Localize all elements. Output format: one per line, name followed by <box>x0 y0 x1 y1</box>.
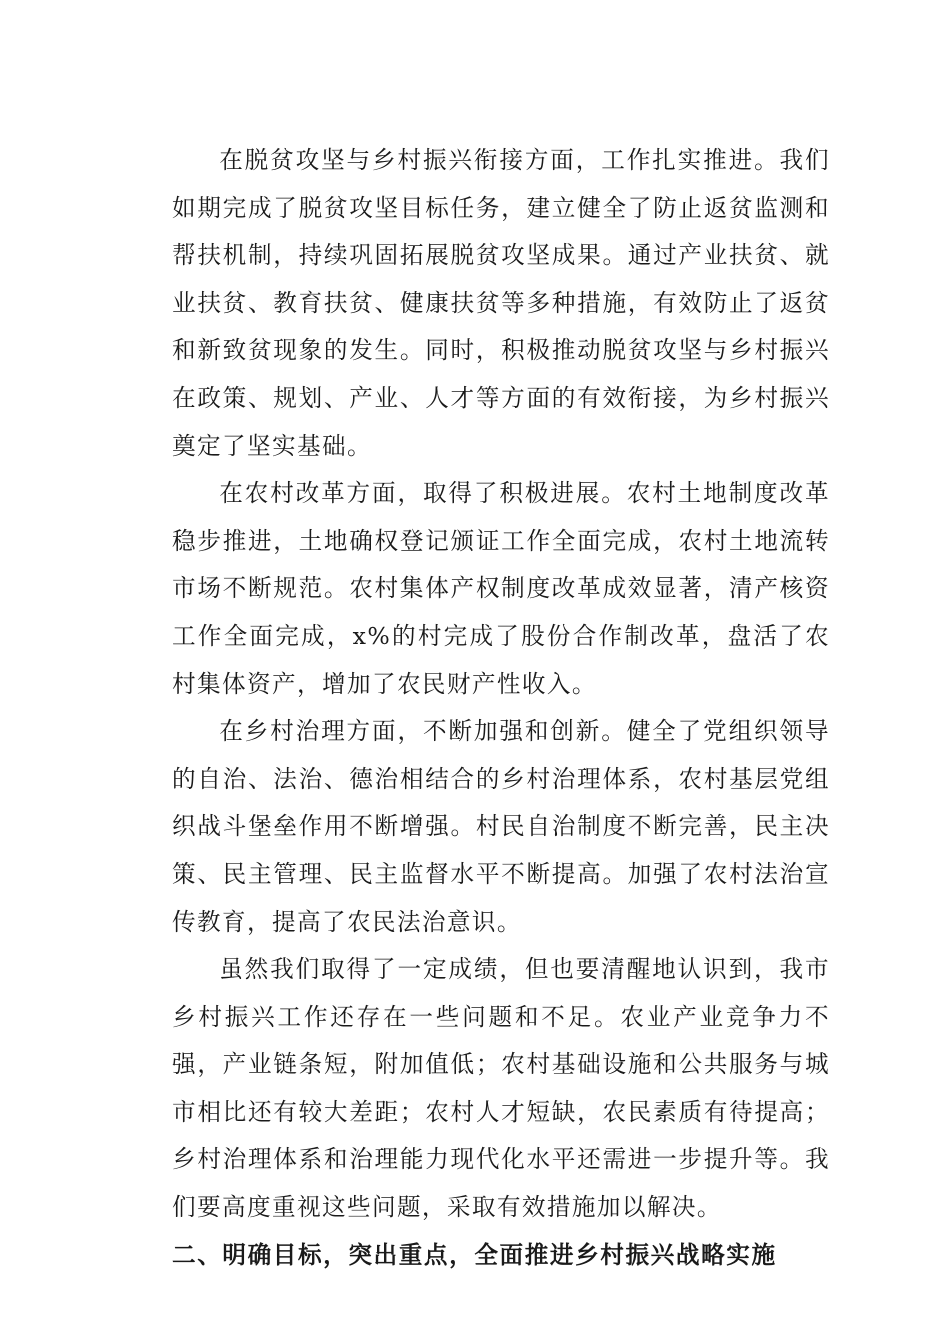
paragraph-problems-and-shortcomings: 虽然我们取得了一定成绩，但也要清醒地认识到，我市乡村振兴工作还存在一些问题和不足。农业产业竞争力不强，产业链条短，附加值低；农村基础设施和公共服务与城市相比还有较大差距；农村人才短缺，农民素质有待提高；乡村治理体系和治理能力现代化水平还需进一步提升等。我们要高度重视这些问题，采取有效措施加以解决。 <box>172 955 830 1222</box>
document-body <box>172 137 830 1279</box>
paragraph-poverty-alleviation-transition: 在脱贫攻坚与乡村振兴衔接方面，工作扎实推进。我们如期完成了脱贫攻坚目标任务，建立健全了防止返贫监测和帮扶机制，持续巩固拓展脱贫攻坚成果。通过产业扶贫、就业扶贫、教育扶贫、健康扶贫等多种措施，有效防止了返贫和新致贫现象的发生。同时，积极推动脱贫攻坚与乡村振兴在政策、规划、产业、人才等方面的有效衔接，为乡村振兴奠定了坚实基础。 <box>172 146 830 460</box>
paragraph-rural-governance: 在乡村治理方面，不断加强和创新。健全了党组织领导的自治、法治、德治相结合的乡村治理体系，农村基层党组织战斗堡垒作用不断增强。村民自治制度不断完善，民主决策、民主管理、民主监督水平不断提高。加强了农村法治宣传教育，提高了农民法治意识。 <box>172 717 830 936</box>
section-heading-two: 二、明确目标，突出重点，全面推进乡村振兴战略实施 <box>172 1240 777 1269</box>
paragraph-rural-reform: 在农村改革方面，取得了积极进展。农村土地制度改革稳步推进，土地确权登记颁证工作全面完成，农村土地流转市场不断规范。农村集体产权制度改革成效显著，清产核资工作全面完成，x%的村完成了股份合作制改革，盘活了农村集体资产，增加了农民财产性收入。 <box>172 479 830 698</box>
